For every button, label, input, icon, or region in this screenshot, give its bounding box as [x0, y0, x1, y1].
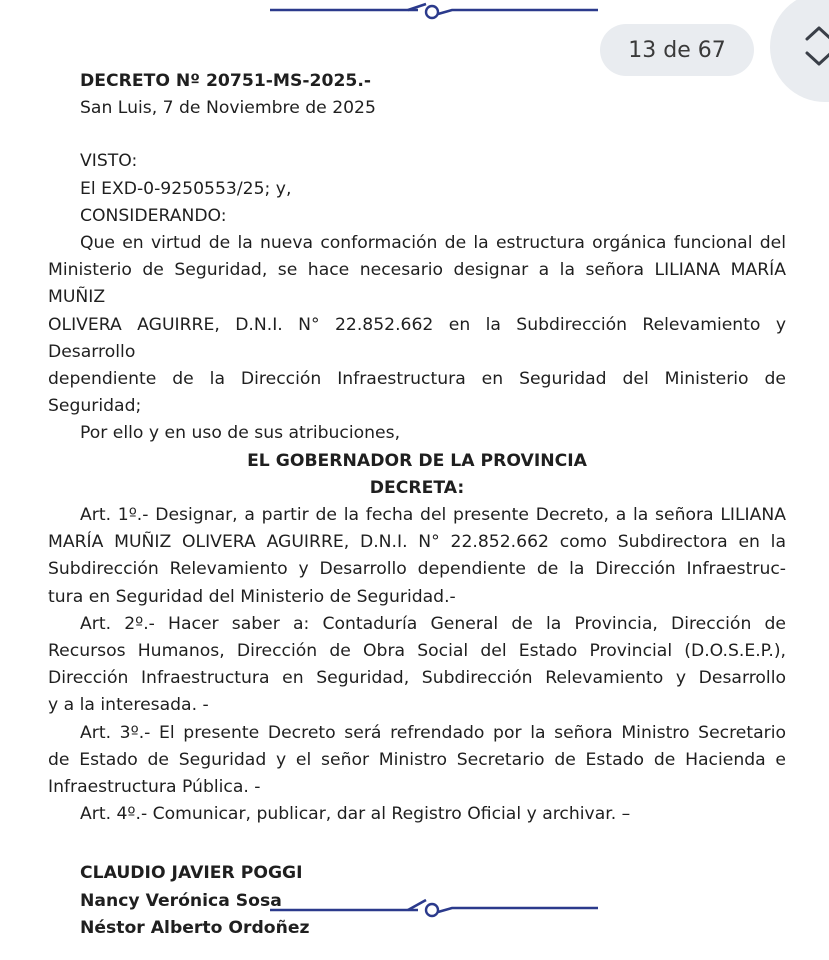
- article-line: Art. 1º.- Designar, a partir de la fecha del presente Decreto, a la señora LILIANA: [80, 505, 786, 526]
- article-line: Art. 2º.- Hacer saber a: Contaduría General de la Provincia, Dirección de: [80, 613, 786, 634]
- visto-label: VISTO:: [80, 151, 138, 172]
- decree-document: [48, 68, 786, 942]
- chevron-down-icon[interactable]: [804, 50, 829, 68]
- article-line: y a la interesada. -: [48, 695, 209, 716]
- considerando-line: dependiente de la Dirección Infraestructura en Seguridad del Ministerio de Seguridad;: [48, 369, 786, 417]
- por-ello-text: Por ello y en uso de sus atribuciones,: [80, 423, 401, 444]
- signature-minister-security: Nancy Verónica Sosa: [80, 890, 282, 911]
- decree-title: DECRETO Nº 20751-MS-2025.-: [80, 71, 372, 91]
- considerando-label: CONSIDERANDO:: [80, 205, 227, 226]
- considerando-line: Que en virtud de la nueva conformación de la estructura orgánica funcional del: [80, 233, 786, 254]
- chevron-up-icon[interactable]: [804, 24, 829, 42]
- decreta-heading: DECRETA:: [369, 477, 465, 498]
- visto-text: El EXD-0-9250553/25; y,: [80, 178, 292, 199]
- place-date: San Luis, 7 de Noviembre de 2025: [80, 98, 376, 119]
- article-3: [48, 720, 786, 802]
- article-line: MARÍA MUÑIZ OLIVERA AGUIRRE, D.N.I. N° 22.852.662 como Subdirectora en la: [48, 532, 786, 553]
- considerando-paragraph: [48, 230, 786, 420]
- top-ornament-icon: [268, 0, 600, 24]
- article-line: Dirección Infraestructura en Seguridad, Subdirección Relevamiento y Desarrollo: [48, 668, 786, 689]
- article-1: [48, 502, 786, 611]
- governor-heading: EL GOBERNADOR DE LA PROVINCIA: [247, 450, 587, 471]
- signature-governor: CLAUDIO JAVIER POGGI: [80, 863, 303, 884]
- article-2: [48, 611, 786, 720]
- article-line: Infraestructura Pública. -: [48, 777, 261, 798]
- article-line: Subdirección Relevamiento y Desarrollo dependiente de la Dirección Infraestruc-: [48, 559, 786, 580]
- article-line: tura en Seguridad del Ministerio de Seguridad.-: [48, 586, 456, 607]
- considerando-line: OLIVERA AGUIRRE, D.N.I. N° 22.852.662 en la Subdirección Relevamiento y Desarrollo: [48, 314, 786, 362]
- article-line: Recursos Humanos, Dirección de Obra Social del Estado Provincial (D.O.S.E.P.),: [48, 641, 786, 662]
- article-4: Art. 4º.- Comunicar, publicar, dar al Registro Oficial y archivar. –: [80, 804, 631, 825]
- bottom-ornament-icon: [268, 896, 600, 920]
- page-indicator-text: 13 de 67: [628, 37, 726, 63]
- article-line: Art. 3º.- El presente Decreto será refrendado por la señora Ministro Secretario: [80, 722, 786, 743]
- article-line: de Estado de Seguridad y el señor Ministro Secretario de Estado de Hacienda e: [48, 749, 786, 770]
- signature-minister-finance: Néstor Alberto Ordoñez: [80, 917, 310, 938]
- considerando-line: Ministerio de Seguridad, se hace necesario designar a la señora LILIANA MARÍA MUÑIZ: [48, 260, 786, 308]
